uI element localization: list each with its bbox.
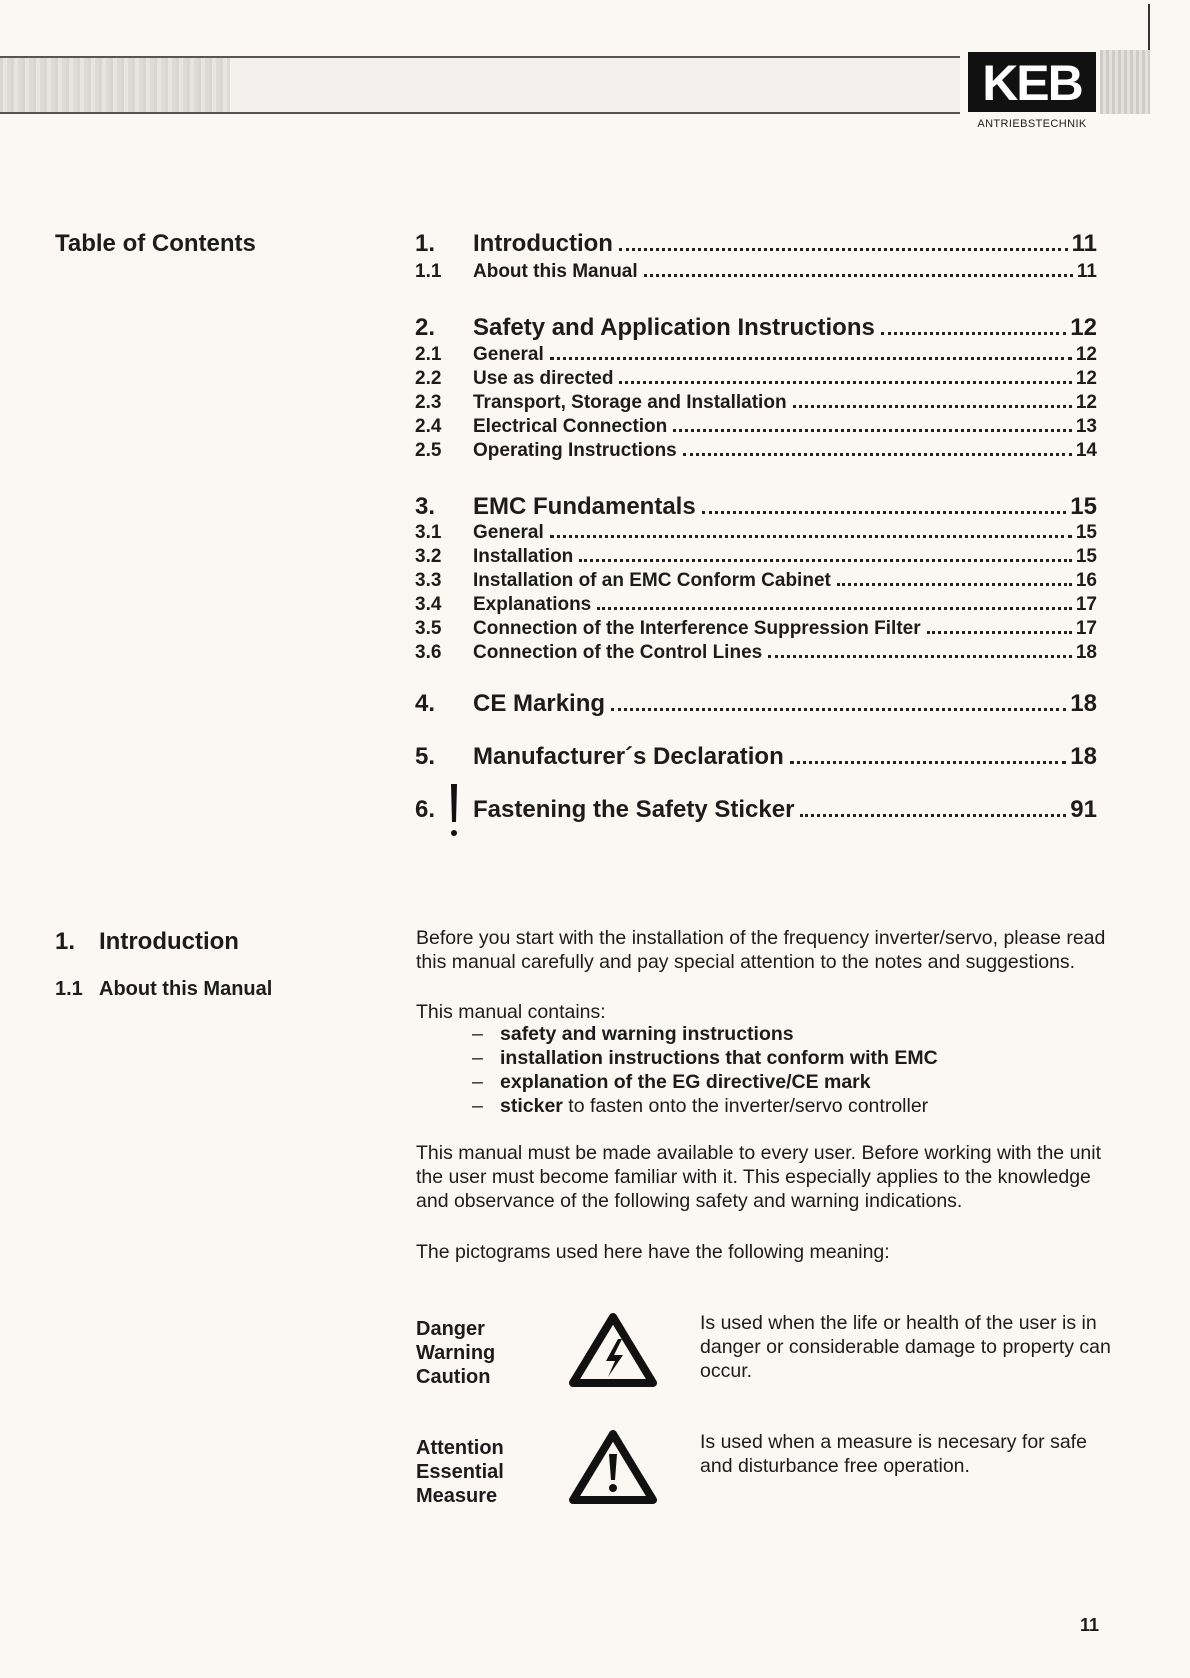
logo-subtitle: ANTRIEBSTECHNIK: [977, 118, 1087, 130]
toc-leader: [611, 708, 1066, 711]
toc-entry: [415, 796, 1097, 824]
toc-entry-page: 12: [1070, 314, 1097, 341]
toc-entry-page: 13: [1075, 416, 1097, 437]
toc-entry-title: Explanations: [473, 594, 592, 615]
toc-entry-title: General: [473, 522, 544, 543]
list-item-bold: sticker: [500, 1095, 563, 1117]
toc-entry-number: 3.5: [415, 618, 442, 639]
toc-leader: [790, 761, 1067, 764]
toc-entry-page: 11: [1071, 230, 1097, 257]
subsection-number: 1.1: [55, 978, 83, 1000]
toc-entry-title: Manufacturer´s Declaration: [473, 743, 784, 770]
header-band: [0, 56, 960, 114]
list-item: – installation instructions that conform with EMC: [472, 1047, 938, 1069]
pictogram-label: Essential: [416, 1461, 504, 1483]
toc-entry: [415, 642, 1097, 664]
toc-leader: [550, 535, 1072, 538]
toc-leader: [683, 453, 1072, 456]
toc-entry-page: 12: [1075, 368, 1097, 389]
toc-entry: [415, 440, 1097, 462]
toc-entry-title: About this Manual: [473, 261, 638, 282]
toc-entry: [415, 522, 1097, 544]
toc-entry: [415, 594, 1097, 616]
toc-leader: [927, 631, 1072, 634]
pictogram-description: Is used when a measure is necesary for safe and disturbance free operation.: [700, 1431, 1087, 1477]
toc-heading: Table of Contents: [55, 230, 256, 257]
toc-entry-title: Installation of an EMC Conform Cabinet: [473, 570, 831, 591]
keb-logo: KEB: [968, 52, 1096, 112]
toc-entry-title: EMC Fundamentals: [473, 493, 696, 520]
toc-entry: [415, 690, 1097, 718]
list-item-text: to fasten onto the inverter/servo controller: [562, 1095, 929, 1117]
toc-entry-page: 16: [1075, 570, 1097, 591]
toc-leader: [619, 381, 1071, 384]
toc-leader: [702, 511, 1067, 514]
toc-entry-page: 11: [1076, 261, 1097, 282]
toc-entry: [415, 618, 1097, 640]
toc-entry-number: 3.1: [415, 522, 442, 543]
pictogram-label: Warning: [416, 1342, 496, 1364]
section-number: 1.: [55, 928, 76, 955]
toc-leader: [673, 429, 1072, 432]
toc-entry: [415, 314, 1097, 342]
toc-entry-number: 6.: [415, 796, 436, 823]
toc-entry-number: 3.2: [415, 546, 442, 567]
toc-entry-page: 15: [1075, 522, 1097, 543]
pictograms-intro: The pictograms used here have the following meaning:: [416, 1241, 890, 1263]
toc-entry-number: 2.5: [415, 440, 442, 461]
pictogram-label: Attention: [416, 1437, 504, 1459]
toc-entry-number: 5.: [415, 743, 436, 770]
toc-entry-title: Installation: [473, 546, 574, 567]
toc-entry: [415, 570, 1097, 592]
toc-leader: [793, 405, 1072, 408]
toc-entry-number: 2.4: [415, 416, 442, 437]
toc-entry-title: Use as directed: [473, 368, 614, 389]
toc-entry: [415, 230, 1097, 258]
toc-leader: [881, 332, 1066, 335]
toc-leader: [644, 274, 1073, 277]
toc-entry-page: 15: [1070, 493, 1097, 520]
toc-entry-title: General: [473, 344, 544, 365]
toc-leader: [837, 583, 1072, 586]
toc-entry-title: Operating Instructions: [473, 440, 677, 461]
toc-entry-number: 3.6: [415, 642, 442, 663]
toc-entry-title: Transport, Storage and Installation: [473, 392, 787, 413]
contains-label: This manual contains:: [416, 1001, 606, 1023]
toc-entry: [415, 493, 1097, 521]
toc-entry-number: 3.: [415, 493, 436, 520]
toc-entry: [415, 546, 1097, 568]
subsection-title: About this Manual: [99, 978, 273, 1000]
toc-entry-page: 14: [1075, 440, 1097, 461]
list-item: – safety and warning instructions: [472, 1023, 794, 1045]
list-item-bold: installation instructions that conform with EMC: [500, 1047, 938, 1069]
list-item: – sticker to fasten onto the inverter/servo controller: [472, 1095, 929, 1117]
toc-entry-title: CE Marking: [473, 690, 606, 717]
toc-entry-number: 3.4: [415, 594, 442, 615]
toc-entry-title: Introduction: [473, 230, 613, 257]
toc-entry: [415, 743, 1097, 771]
toc-leader: [550, 357, 1072, 360]
toc-entry-page: 12: [1075, 392, 1097, 413]
page-number: 11: [1080, 1615, 1100, 1635]
toc-entry-page: 18: [1075, 642, 1097, 663]
electric-hazard-icon: [568, 1311, 658, 1389]
toc-entry-title: Connection of the Control Lines: [473, 642, 763, 663]
toc-entry-page: 18: [1070, 743, 1097, 770]
pictogram-label: Danger: [416, 1318, 485, 1340]
toc-entry-page: 15: [1075, 546, 1097, 567]
toc-entry-page: 12: [1075, 344, 1097, 365]
toc-entry: [415, 344, 1097, 366]
toc-leader: [800, 814, 1066, 817]
toc-entry-page: 18: [1070, 690, 1097, 717]
exclamation-icon: [449, 782, 459, 838]
toc-entry-number: 2.2: [415, 368, 442, 389]
toc-entry: [415, 416, 1097, 438]
toc-leader: [579, 559, 1072, 562]
list-item-bold: safety and warning instructions: [500, 1023, 794, 1045]
toc-leader: [619, 248, 1068, 251]
list-item: – explanation of the EG directive/CE mark: [472, 1071, 871, 1093]
toc-entry-title: Safety and Application Instructions: [473, 314, 875, 341]
toc-entry-title: Fastening the Safety Sticker: [473, 796, 795, 823]
intro-paragraph: Before you start with the installation of the frequency inverter/servo, please read this manual carefully and pay special attention to the notes and suggestions.: [416, 927, 1106, 973]
toc-entry-page: 17: [1075, 618, 1097, 639]
pictogram-label-group: [416, 1317, 495, 1389]
toc-entry-number: 3.3: [415, 570, 442, 591]
header-right-band: [1100, 50, 1150, 114]
header-vertical-rule: [1148, 4, 1150, 52]
toc-entry-page: 91: [1070, 796, 1097, 823]
toc-entry-title: Electrical Connection: [473, 416, 668, 437]
toc-entry-page: 17: [1075, 594, 1097, 615]
contents-list: [472, 1022, 938, 1118]
toc-entry-number: 4.: [415, 690, 436, 717]
pictogram-description: Is used when the life or health of the user is in danger or considerable damage to property can occur.: [700, 1312, 1111, 1382]
toc-entry: [415, 368, 1097, 390]
toc-entry-number: 2.3: [415, 392, 442, 413]
exclamation-warning-icon: [568, 1428, 658, 1506]
toc-entry-number: 1.: [415, 230, 436, 257]
toc-entry-number: 1.1: [415, 261, 442, 282]
pictogram-label: Caution: [416, 1366, 491, 1388]
pictogram-label-group: [416, 1436, 504, 1508]
toc-entry-title: Connection of the Interference Suppression Filter: [473, 618, 921, 639]
pictogram-label: Measure: [416, 1485, 498, 1507]
section-title: Introduction: [99, 928, 239, 955]
toc-entry-number: 2.1: [415, 344, 442, 365]
availability-paragraph: This manual must be made available to every user. Before working with the unit the user must become familiar with it. This especially applies to the knowledge and observance of the following safety and warning indications.: [416, 1142, 1102, 1212]
toc-entry: [415, 261, 1097, 283]
toc-entry-number: 2.: [415, 314, 436, 341]
toc-leader: [768, 655, 1072, 658]
list-item-bold: explanation of the EG directive/CE mark: [500, 1071, 871, 1093]
toc-leader: [597, 607, 1072, 610]
toc-entry: [415, 392, 1097, 414]
